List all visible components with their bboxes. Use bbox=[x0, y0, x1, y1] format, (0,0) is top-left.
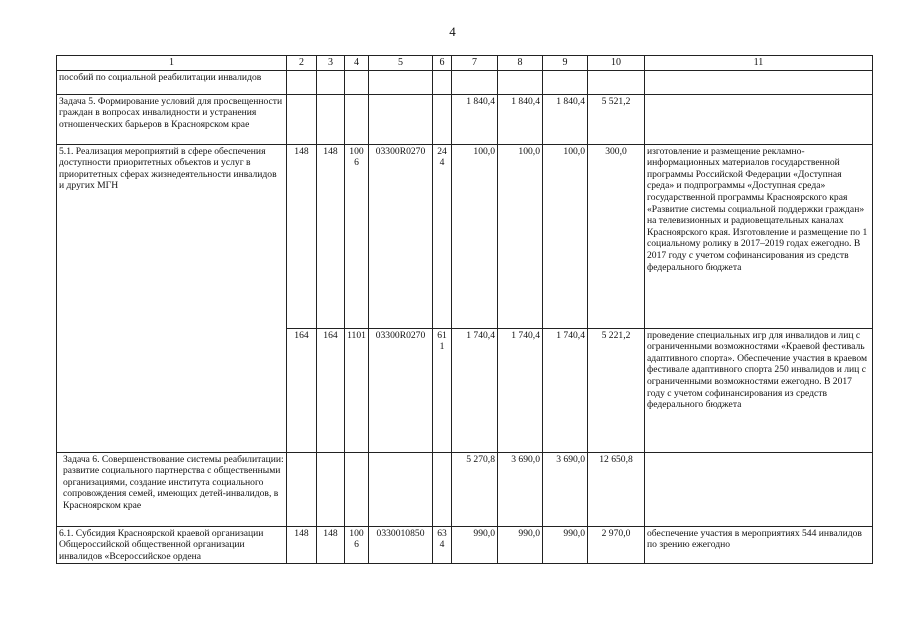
cell-value: 100,0 bbox=[543, 144, 588, 328]
row-name: 5.1. Реализация мероприятий в сфере обеспечения доступности приоритетных объектов и услуг в приоритетных сферах жизнедеятельности инвалидов и других МГН bbox=[57, 144, 287, 452]
cell-value: 1 740,4 bbox=[543, 328, 588, 452]
cell-value: 100,0 bbox=[452, 144, 498, 328]
row-name: Задача 6. Совершенствование системы реабилитации: развитие социального партнерства с общественными организациями, создание института социального сопровождения семей, имеющих детей-инвалидов, в Красноярском крае bbox=[57, 452, 287, 526]
cell-code bbox=[369, 70, 433, 94]
cell-code: 148 bbox=[287, 144, 317, 328]
row-name: Задача 5. Формирование условий для просвещенности граждан в вопросах инвалидности и устранения отношенческих барьеров в Красноярском крае bbox=[57, 94, 287, 144]
table-row bbox=[57, 452, 873, 526]
cell-code bbox=[345, 452, 369, 526]
table-row bbox=[57, 144, 873, 328]
col-header: 4 bbox=[345, 56, 369, 71]
col-header: 1 bbox=[57, 56, 287, 71]
cell-total bbox=[588, 70, 645, 94]
cell-value: 5 270,8 bbox=[452, 452, 498, 526]
cell-code: 1006 bbox=[345, 526, 369, 564]
cell-code bbox=[369, 452, 433, 526]
cell-value: 1 740,4 bbox=[498, 328, 543, 452]
cell-value: 1 840,4 bbox=[543, 94, 588, 144]
table-row bbox=[57, 526, 873, 564]
program-table bbox=[56, 55, 873, 564]
row-name: пособий по социальной реабилитации инвалидов bbox=[57, 70, 287, 94]
table-row bbox=[57, 70, 873, 94]
cell-code bbox=[287, 70, 317, 94]
cell-code bbox=[433, 452, 452, 526]
cell-value: 3 690,0 bbox=[543, 452, 588, 526]
cell-description bbox=[645, 452, 873, 526]
cell-total: 300,0 bbox=[588, 144, 645, 328]
cell-code: 148 bbox=[317, 526, 345, 564]
cell-code bbox=[345, 94, 369, 144]
cell-code bbox=[317, 70, 345, 94]
col-header: 3 bbox=[317, 56, 345, 71]
cell-code: 148 bbox=[287, 526, 317, 564]
cell-description: изготовление и размещение рекламно-информационных материалов государственной программы Российской Федерации «Доступная среда» и подпрограммы «Доступная среда» государственной программы Красноярского края «Развитие системы социальной поддержки граждан» на телевизионных и радиовещательных каналах Красноярского края. Изготовление и размещение по 1 социальному ролику в 2017–2019 годах ежегодно. В 2017 году с учетом софинансирования из средств федерального бюджета bbox=[645, 144, 873, 328]
col-header: 7 bbox=[452, 56, 498, 71]
cell-value: 1 740,4 bbox=[452, 328, 498, 452]
col-header: 8 bbox=[498, 56, 543, 71]
table-row bbox=[57, 94, 873, 144]
col-header: 9 bbox=[543, 56, 588, 71]
cell-code: 1006 bbox=[345, 144, 369, 328]
cell-total: 2 970,0 bbox=[588, 526, 645, 564]
cell-description bbox=[645, 94, 873, 144]
cell-code: 164 bbox=[317, 328, 345, 452]
cell-value bbox=[498, 70, 543, 94]
cell-value: 990,0 bbox=[543, 526, 588, 564]
cell-value: 1 840,4 bbox=[452, 94, 498, 144]
cell-description bbox=[645, 70, 873, 94]
cell-value bbox=[543, 70, 588, 94]
col-header: 5 bbox=[369, 56, 433, 71]
cell-code: 611 bbox=[433, 328, 452, 452]
cell-code bbox=[345, 70, 369, 94]
cell-value: 990,0 bbox=[452, 526, 498, 564]
cell-code: 244 bbox=[433, 144, 452, 328]
page-number: 4 bbox=[449, 24, 456, 39]
header-row bbox=[57, 56, 873, 71]
cell-code bbox=[287, 94, 317, 144]
cell-description: проведение специальных игр для инвалидов и лиц с ограниченными возможностями «Краевой фестиваль адаптивного спорта». Обеспечение участия в краевом фестивале адаптивного спорта 250 инвалидов и лиц с ограниченными возможностями ежегодно. В 2017 году с учетом софинансирования из средств федерального бюджета bbox=[645, 328, 873, 452]
cell-code: 634 bbox=[433, 526, 452, 564]
cell-code: 0330010850 bbox=[369, 526, 433, 564]
cell-code: 03300R0270 bbox=[369, 144, 433, 328]
col-header: 11 bbox=[645, 56, 873, 71]
cell-code bbox=[317, 94, 345, 144]
col-header: 2 bbox=[287, 56, 317, 71]
cell-code bbox=[433, 94, 452, 144]
cell-value: 100,0 bbox=[498, 144, 543, 328]
cell-code: 1101 bbox=[345, 328, 369, 452]
cell-code bbox=[369, 94, 433, 144]
cell-value: 990,0 bbox=[498, 526, 543, 564]
cell-code bbox=[287, 452, 317, 526]
cell-code bbox=[433, 70, 452, 94]
cell-code: 164 bbox=[287, 328, 317, 452]
cell-description: обеспечение участия в мероприятиях 544 инвалидов по зрению ежегодно bbox=[645, 526, 873, 564]
col-header: 6 bbox=[433, 56, 452, 71]
cell-value: 3 690,0 bbox=[498, 452, 543, 526]
cell-code: 148 bbox=[317, 144, 345, 328]
cell-total: 12 650,8 bbox=[588, 452, 645, 526]
cell-code bbox=[317, 452, 345, 526]
col-header: 10 bbox=[588, 56, 645, 71]
cell-value bbox=[452, 70, 498, 94]
cell-total: 5 221,2 bbox=[588, 328, 645, 452]
cell-value: 1 840,4 bbox=[498, 94, 543, 144]
cell-code: 03300R0270 bbox=[369, 328, 433, 452]
row-name: 6.1. Субсидия Красноярской краевой организации Общероссийской общественной организации инвалидов «Всероссийское ордена bbox=[57, 526, 287, 564]
cell-total: 5 521,2 bbox=[588, 94, 645, 144]
